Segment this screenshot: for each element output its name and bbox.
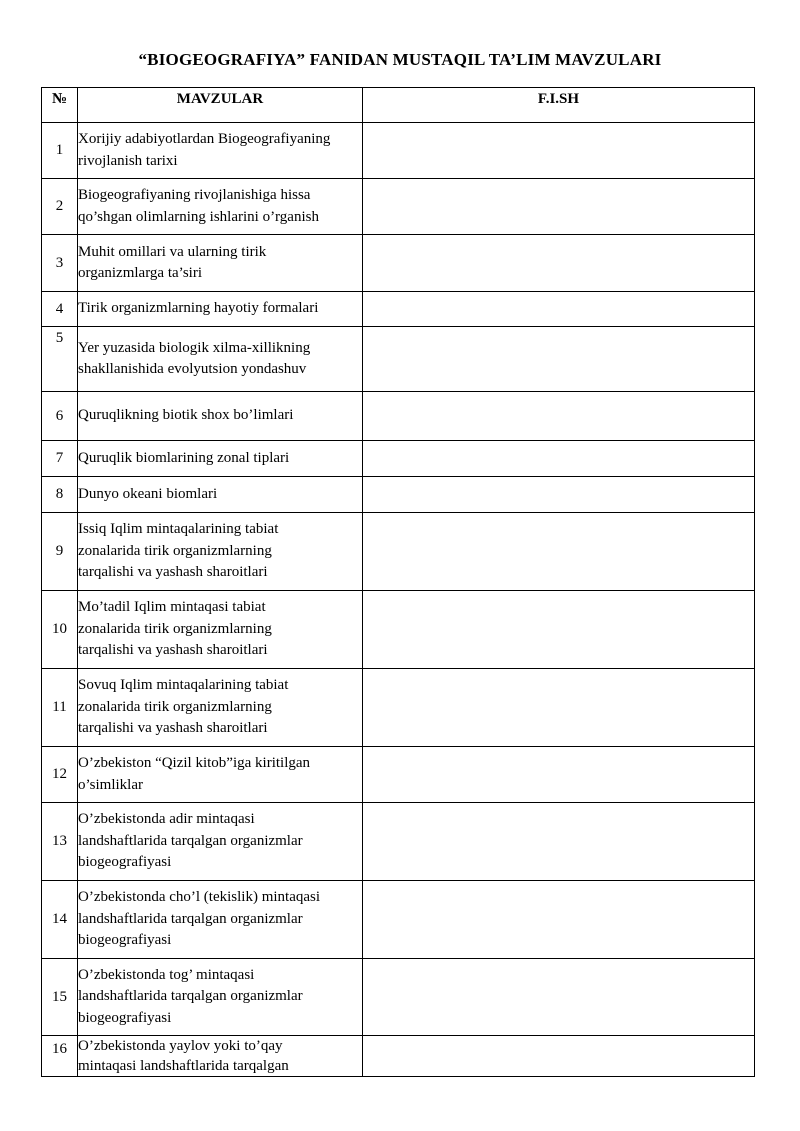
header-fish: F.I.SH: [363, 88, 755, 123]
row-number: 13: [42, 803, 78, 881]
row-topic: Dunyo okeani biomlari: [78, 477, 363, 513]
table-row: [42, 1036, 755, 1077]
row-fish-cell[interactable]: [363, 179, 755, 235]
row-topic: Yer yuzasida biologik xilma-xillikning shakllanishida evolyutsion yondashuv: [78, 327, 363, 392]
row-fish-cell[interactable]: [363, 747, 755, 803]
row-topic: Tirik organizmlarning hayotiy formalari: [78, 292, 363, 327]
row-topic: Issiq Iqlim mintaqalarining tabiat zonalarida tirik organizmlarning tarqalishi va yashash sharoitlari: [78, 513, 363, 591]
table-row: [42, 669, 755, 747]
row-number: 3: [42, 235, 78, 292]
row-number: 5: [42, 327, 78, 392]
table-row: [42, 881, 755, 959]
row-number: 16: [42, 1036, 78, 1077]
row-number: 14: [42, 881, 78, 959]
topics-table: [41, 87, 755, 1077]
row-topic: O’zbekistonda yaylov yoki to’qay mintaqasi landshaftlarida tarqalgan: [78, 1036, 363, 1077]
row-fish-cell[interactable]: [363, 803, 755, 881]
row-topic: Xorijiy adabiyotlardan Biogeografiyaning rivojlanish tarixi: [78, 123, 363, 179]
row-topic: Sovuq Iqlim mintaqalarining tabiat zonalarida tirik organizmlarning tarqalishi va yashash sharoitlari: [78, 669, 363, 747]
row-fish-cell[interactable]: [363, 441, 755, 477]
row-number: 9: [42, 513, 78, 591]
row-fish-cell[interactable]: [363, 669, 755, 747]
row-fish-cell[interactable]: [363, 1036, 755, 1077]
table-row: [42, 747, 755, 803]
header-number: №: [42, 88, 78, 123]
row-fish-cell[interactable]: [363, 477, 755, 513]
page-title: “BIOGEOGRAFIYA” FANIDAN MUSTAQIL TA’LIM MAVZULARI: [138, 50, 662, 69]
row-fish-cell[interactable]: [363, 292, 755, 327]
row-topic: Quruqlik biomlarining zonal tiplari: [78, 441, 363, 477]
row-topic: Quruqlikning biotik shox bo’limlari: [78, 392, 363, 441]
row-number: 8: [42, 477, 78, 513]
row-number: 12: [42, 747, 78, 803]
table-row: [42, 803, 755, 881]
table-row: [42, 327, 755, 392]
row-fish-cell[interactable]: [363, 591, 755, 669]
row-number: 2: [42, 179, 78, 235]
row-number: 4: [42, 292, 78, 327]
table-row: [42, 392, 755, 441]
row-number: 1: [42, 123, 78, 179]
table-row: [42, 441, 755, 477]
table-header-row: [42, 88, 755, 123]
row-number: 7: [42, 441, 78, 477]
row-number: 15: [42, 959, 78, 1036]
row-topic: Biogeografiyaning rivojlanishiga hissa qo’shgan olimlarning ishlarini o’rganish: [78, 179, 363, 235]
row-fish-cell[interactable]: [363, 327, 755, 392]
table-row: [42, 513, 755, 591]
row-number: 11: [42, 669, 78, 747]
row-topic: O’zbekistonda cho’l (tekislik) mintaqasi landshaftlarida tarqalgan organizmlar biogeografiyasi: [78, 881, 363, 959]
row-fish-cell[interactable]: [363, 123, 755, 179]
row-topic: Mo’tadil Iqlim mintaqasi tabiat zonalarida tirik organizmlarning tarqalishi va yashash sharoitlari: [78, 591, 363, 669]
row-fish-cell[interactable]: [363, 881, 755, 959]
table-row: [42, 477, 755, 513]
table-row: [42, 235, 755, 292]
table-row: [42, 123, 755, 179]
row-topic: O’zbekiston “Qizil kitob”iga kiritilgan o’simliklar: [78, 747, 363, 803]
row-topic: O’zbekistonda adir mintaqasi landshaftlarida tarqalgan organizmlar biogeografiyasi: [78, 803, 363, 881]
row-topic: O’zbekistonda tog’ mintaqasi landshaftlarida tarqalgan organizmlar biogeografiyasi: [78, 959, 363, 1036]
row-fish-cell[interactable]: [363, 959, 755, 1036]
table-row: [42, 292, 755, 327]
row-fish-cell[interactable]: [363, 392, 755, 441]
row-fish-cell[interactable]: [363, 513, 755, 591]
header-topics: MAVZULAR: [78, 88, 363, 123]
row-fish-cell[interactable]: [363, 235, 755, 292]
table-row: [42, 959, 755, 1036]
table-row: [42, 591, 755, 669]
row-number: 6: [42, 392, 78, 441]
row-topic: Muhit omillari va ularning tirik organizmlarga ta’siri: [78, 235, 363, 292]
row-number: 10: [42, 591, 78, 669]
table-row: [42, 179, 755, 235]
